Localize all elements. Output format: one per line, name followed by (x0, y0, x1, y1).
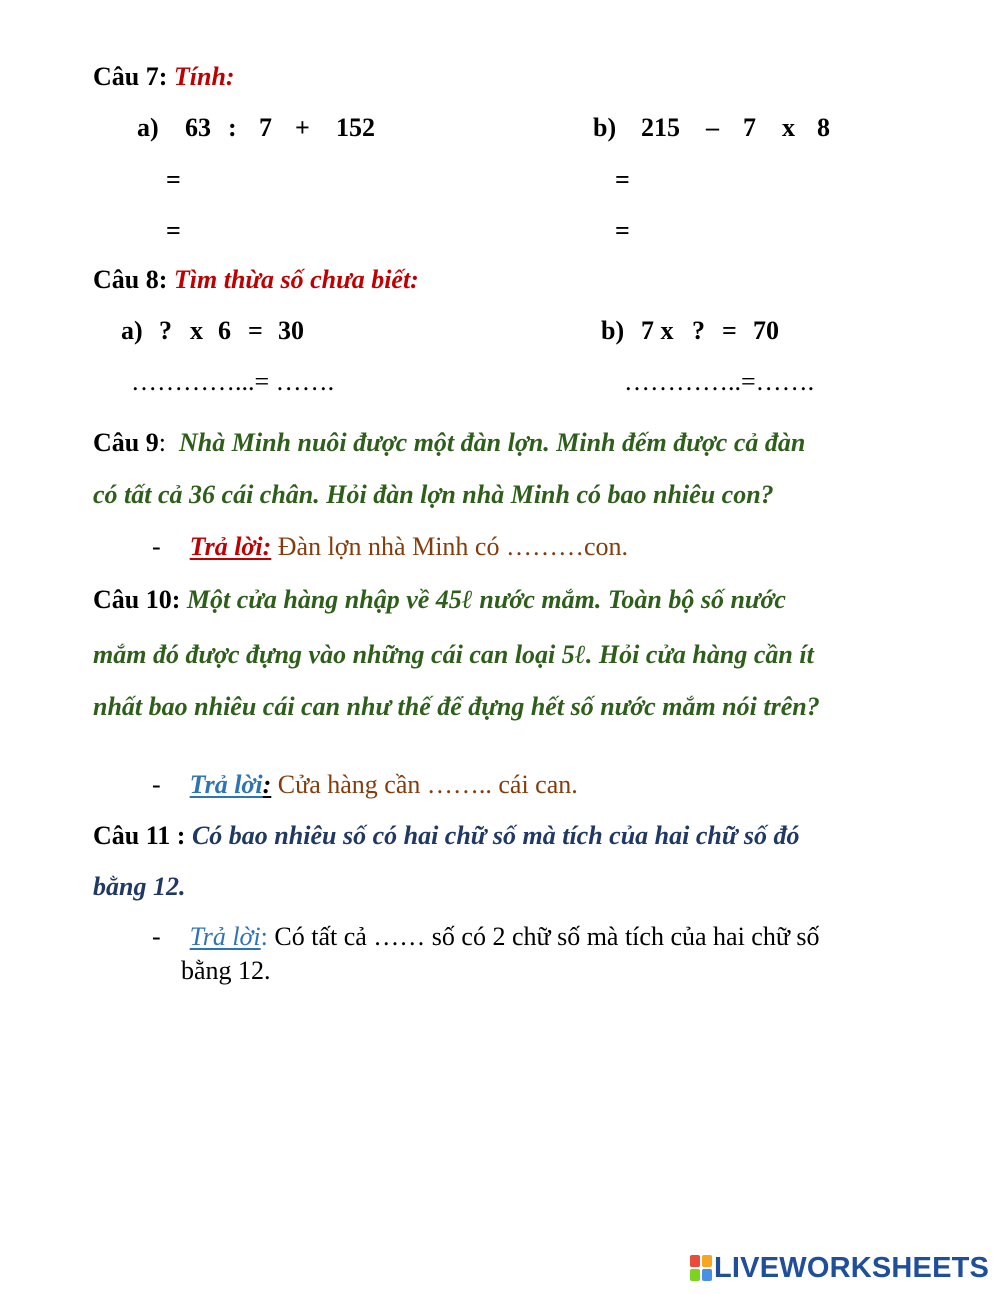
question-9-line-2: có tất cả 36 cái chân. Hỏi đàn lợn nhà Minh có bao nhiêu con? (93, 480, 774, 509)
question-7b-equals-line-1: = (615, 165, 630, 194)
question-7b-operator: – (706, 113, 719, 142)
question-7b-equals-line-2: = (615, 216, 630, 245)
question-8-prompt: Tìm thừa số chưa biết: (173, 265, 419, 294)
question-10-text: Một cửa hàng nhập về 45ℓ nước mắm. Toàn bộ số nước (186, 585, 786, 614)
question-10-answer-label: Trả lời (189, 770, 263, 799)
question-7-label: Câu 7: (93, 62, 168, 91)
question-9-label: Câu 9 (93, 428, 159, 457)
question-7b-operand: 215 (641, 113, 680, 142)
question-8a-operand: 6 (218, 316, 231, 345)
question-7b-operator: x (782, 113, 795, 142)
question-9-line-1 (93, 428, 805, 458)
question-11-answer-colon: : (260, 922, 268, 951)
bullet-dash: - (152, 532, 161, 561)
question-9-answer-text[interactable]: Đàn lợn nhà Minh có ………con. (277, 532, 629, 561)
question-7a-equals-line-2: = (166, 216, 181, 245)
question-9-text: Nhà Minh nuôi được một đàn lợn. Minh đếm được cả đàn (178, 428, 806, 457)
question-9-answer-row (152, 532, 628, 562)
question-9-answer-label: Trả lời: (189, 532, 272, 561)
question-8b-answer-blank[interactable]: …………..=……. (624, 367, 815, 396)
question-7b-label: b) (593, 113, 617, 142)
question-8b-operand: 7 x (641, 316, 674, 345)
liveworksheets-logo (690, 1252, 989, 1284)
question-11-answer-text[interactable]: Có tất cả …… số có 2 chữ số mà tích của hai chữ số (274, 922, 820, 951)
question-7a-operand: 63 (185, 113, 211, 142)
question-10-line-1 (93, 585, 786, 615)
bullet-dash: - (152, 770, 161, 799)
question-11-label: Câu 11 : (93, 821, 186, 850)
question-8a-answer-blank[interactable]: …………...= ……. (131, 367, 335, 396)
question-8a-result: 30 (278, 316, 304, 345)
question-11-answer-label: Trả lời (189, 922, 261, 951)
question-11-answer-continuation: bằng 12. (181, 956, 271, 985)
liveworksheets-logo-icon (690, 1255, 712, 1281)
question-11-text: Có bao nhiêu số có hai chữ số mà tích của hai chữ số đó (191, 821, 800, 850)
question-7b-operand: 7 (743, 113, 756, 142)
question-10-answer-row (152, 770, 578, 800)
question-8b-label: b) (601, 316, 625, 345)
question-7a-operator: : (228, 113, 237, 142)
question-8a-unknown: ? (159, 316, 172, 345)
question-8-heading (93, 265, 419, 295)
question-7a-label: a) (137, 113, 159, 142)
question-7-heading (93, 62, 235, 92)
question-7a-operator: + (295, 113, 310, 142)
question-7a-operand: 152 (336, 113, 375, 142)
question-7-prompt: Tính: (173, 62, 235, 91)
question-7a-operand: 7 (259, 113, 272, 142)
liveworksheets-logo-text: LIVEWORKSHEETS (714, 1251, 990, 1284)
question-7a-equals-line-1: = (166, 165, 181, 194)
question-11-line-2: bằng 12. (93, 872, 186, 901)
question-10-answer-colon: : (262, 770, 272, 799)
question-8a-label: a) (121, 316, 143, 345)
question-11-answer-row (152, 922, 820, 952)
question-8b-equals: = (722, 316, 737, 345)
question-8b-unknown: ? (692, 316, 705, 345)
question-8a-equals: = (248, 316, 263, 345)
question-10-label: Câu 10: (93, 585, 181, 614)
question-8a-operator: x (190, 316, 203, 345)
question-10-line-3: nhất bao nhiêu cái can như thế để đựng hết số nước mắm nói trên? (93, 692, 820, 721)
question-9-colon: : (158, 428, 166, 457)
question-10-answer-text[interactable]: Cửa hàng cần …….. cái can. (277, 770, 578, 799)
question-8-label: Câu 8: (93, 265, 168, 294)
question-10-line-2: mắm đó được đựng vào những cái can loại 5ℓ. Hỏi cửa hàng cần ít (93, 640, 814, 669)
bullet-dash: - (152, 922, 161, 951)
question-7b-operand: 8 (817, 113, 830, 142)
question-11-line-1 (93, 821, 800, 851)
question-8b-result: 70 (753, 316, 779, 345)
